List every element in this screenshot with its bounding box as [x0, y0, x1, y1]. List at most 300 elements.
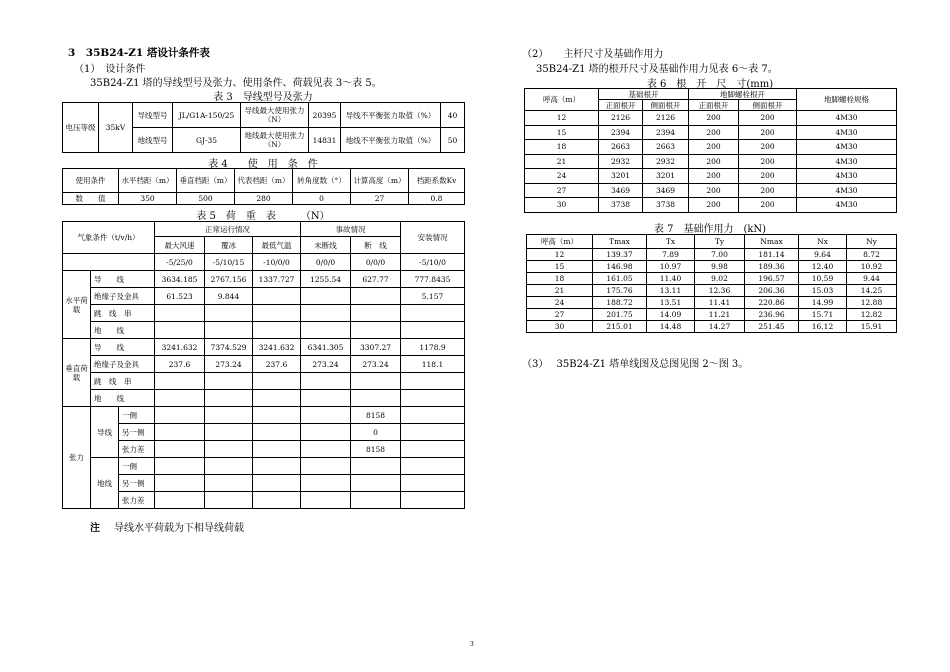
horizontal-load-label: 水平荷载 — [63, 271, 91, 339]
load-value — [301, 390, 351, 407]
load-value — [301, 373, 351, 390]
load-value — [155, 407, 205, 424]
load-value — [205, 458, 253, 475]
table6-cell: 2126 — [599, 111, 643, 126]
note-label: 注 — [90, 523, 100, 534]
table-row — [525, 125, 897, 140]
table3-cell: 地线型号 — [133, 128, 173, 153]
table6-cell: 30 — [525, 198, 599, 213]
table6-cell: 18 — [525, 140, 599, 155]
load-value — [401, 458, 465, 475]
subsection-1-heading: （1） 设计条件 — [74, 64, 146, 75]
load-value: 237.6 — [253, 356, 301, 373]
subsection-3-heading: （3） 35B24-Z1 塔单线图及总图见图 2～图 3。 — [522, 359, 749, 370]
table4-header: 垂直档距（m） — [177, 169, 235, 193]
load-value — [155, 373, 205, 390]
note-text: 导线水平荷载为下相导线荷载 — [114, 523, 244, 534]
table7-cell: 7.00 — [695, 249, 745, 261]
table-row — [527, 261, 897, 273]
row-label: 张力差 — [119, 441, 155, 458]
table-row — [525, 111, 897, 126]
load-value — [205, 424, 253, 441]
load-value — [155, 305, 205, 322]
load-value — [155, 390, 205, 407]
load-value — [301, 424, 351, 441]
table7-cell: 27 — [527, 309, 593, 321]
table7-header: Tx — [647, 235, 695, 249]
load-value — [253, 288, 301, 305]
table6-cell: 21 — [525, 154, 599, 169]
table7-cell: 146.98 — [593, 261, 647, 273]
table7-cell: 14.48 — [647, 321, 695, 333]
table6-cell: 200 — [689, 169, 739, 184]
table3-cell: 导线不平衡张力取值（%） — [341, 103, 441, 128]
table6-height-header: 呼高（m） — [525, 89, 599, 111]
load-value: 627.77 — [351, 271, 401, 288]
table7-cell: 10.97 — [647, 261, 695, 273]
load-value — [253, 441, 301, 458]
table7-cell: 206.36 — [745, 285, 799, 297]
load-value — [253, 458, 301, 475]
load-value: 237.6 — [155, 356, 205, 373]
section-title: 3 35B24-Z1 塔设计条件表 — [68, 47, 210, 59]
load-value — [205, 492, 253, 509]
load-value: 1178.9 — [401, 339, 465, 356]
load-value: 7374.529 — [205, 339, 253, 356]
table3-cell: 20395 — [309, 103, 341, 128]
table7-cell: 16.12 — [799, 321, 847, 333]
load-value: 777.8435 — [401, 271, 465, 288]
tension-group-label: 导线 — [91, 407, 119, 458]
table7-header: Ty — [695, 235, 745, 249]
load-value: 118.1 — [401, 356, 465, 373]
table7-cell: 14.27 — [695, 321, 745, 333]
table6-cell: 200 — [689, 198, 739, 213]
load-value: 1337.727 — [253, 271, 301, 288]
load-value — [351, 492, 401, 509]
table6-cell: 4M30 — [797, 183, 897, 198]
table6-cell: 3469 — [643, 183, 689, 198]
table-row — [525, 140, 897, 155]
table7-cell: 14.25 — [847, 285, 897, 297]
table7-cell: 9.44 — [847, 273, 897, 285]
table6-bolt-header: 地脚螺栓根开 — [689, 89, 797, 100]
table7-cell: 215.01 — [593, 321, 647, 333]
load-value — [351, 475, 401, 492]
table6-cell: 200 — [689, 183, 739, 198]
table-row — [527, 249, 897, 261]
row-label: 跳 线 串 — [91, 373, 155, 390]
table6-cell: 2663 — [643, 140, 689, 155]
load-value: 1255.54 — [301, 271, 351, 288]
load-value — [205, 407, 253, 424]
load-value: 3634.185 — [155, 271, 205, 288]
tension-label: 张力 — [63, 407, 91, 509]
load-value — [253, 407, 301, 424]
row-label: 导 线 — [91, 271, 155, 288]
load-value: 61.523 — [155, 288, 205, 305]
load-value — [205, 305, 253, 322]
table6-cell: 4M30 — [797, 140, 897, 155]
voltage-label: 电压等级 — [63, 103, 99, 153]
table7-cell: 201.75 — [593, 309, 647, 321]
load-value — [301, 322, 351, 339]
load-value — [351, 288, 401, 305]
table-row — [527, 309, 897, 321]
load-value: 8158 — [351, 441, 401, 458]
load-value — [301, 441, 351, 458]
table7-cell: 220.86 — [745, 297, 799, 309]
code-row-spacer — [63, 254, 155, 271]
table6-base-header: 基础根开 — [599, 89, 689, 100]
table6-cell: 200 — [739, 198, 797, 213]
table-row — [63, 441, 465, 458]
row-label: 跳 线 串 — [91, 305, 155, 322]
load-value — [401, 475, 465, 492]
normal-operation-header: 正常运行情况 — [155, 222, 301, 237]
table6-cell: 200 — [689, 140, 739, 155]
right-intro-paragraph: 35B24-Z1 塔的根开尺寸及基础作用力见表 6～表 7。 — [536, 64, 778, 75]
table7-cell: 8.72 — [847, 249, 897, 261]
load-value: 273.24 — [301, 356, 351, 373]
table7-cell: 196.57 — [745, 273, 799, 285]
load-value — [155, 475, 205, 492]
weather-condition-label: 气象条件（t/v/h） — [63, 222, 155, 254]
table-row — [63, 492, 465, 509]
table7-cell: 12.40 — [799, 261, 847, 273]
load-value — [253, 390, 301, 407]
table4-cell: 500 — [177, 193, 235, 205]
table6-subheader: 侧面根开 — [739, 100, 797, 111]
table6-cell: 2394 — [599, 125, 643, 140]
load-value — [401, 373, 465, 390]
table7-cell: 15.91 — [847, 321, 897, 333]
load-value: 0 — [351, 424, 401, 441]
load-value: 2767.156 — [205, 271, 253, 288]
table4-cell: 27 — [351, 193, 409, 205]
table5-caption: 表 5 荷 重 表 （N） — [196, 211, 330, 222]
table6-cell: 4M30 — [797, 198, 897, 213]
table6-cell: 3469 — [599, 183, 643, 198]
table6-cell: 200 — [689, 111, 739, 126]
table4-header: 水平档距（m） — [119, 169, 177, 193]
table6-cell: 27 — [525, 183, 599, 198]
table6-cell: 3201 — [599, 169, 643, 184]
subheader-min-temp: 最低气温 — [253, 237, 301, 254]
table6-cell: 2932 — [643, 154, 689, 169]
table-row — [527, 321, 897, 333]
table3-cell: 地线最大使用张力（N） — [241, 128, 309, 153]
table4-header: 转角度数（°） — [293, 169, 351, 193]
weather-code: 0/0/0 — [351, 254, 401, 271]
table3-cell: 地线不平衡张力取值（%） — [341, 128, 441, 153]
table7-cell: 7.89 — [647, 249, 695, 261]
table7-cell: 13.11 — [647, 285, 695, 297]
load-value — [205, 475, 253, 492]
load-value — [253, 424, 301, 441]
load-value — [253, 475, 301, 492]
table7-cell: 10.59 — [799, 273, 847, 285]
table6-cell: 2932 — [599, 154, 643, 169]
table7-cell: 12.36 — [695, 285, 745, 297]
table7-cell: 181.14 — [745, 249, 799, 261]
table7-cell: 14.99 — [799, 297, 847, 309]
subheader-no-break: 未断线 — [301, 237, 351, 254]
table7-caption: 表 7 基础作用力 (kN) — [653, 224, 767, 235]
table6-cell: 4M30 — [797, 111, 897, 126]
table6-cell: 15 — [525, 125, 599, 140]
table7-cell: 9.02 — [695, 273, 745, 285]
table7-cell: 11.21 — [695, 309, 745, 321]
table3-cell: JL/G1A-150/25 — [173, 103, 241, 128]
load-value — [401, 492, 465, 509]
table-row — [525, 154, 897, 169]
table6-cell: 200 — [739, 183, 797, 198]
table-row — [63, 390, 465, 407]
load-value — [253, 322, 301, 339]
table6-spec-header: 地脚螺栓规格 — [797, 89, 897, 111]
table-row — [63, 339, 465, 356]
load-value — [301, 492, 351, 509]
row-label: 张力差 — [119, 492, 155, 509]
table7-cell: 9.64 — [799, 249, 847, 261]
load-value — [401, 407, 465, 424]
table7-cell: 161.05 — [593, 273, 647, 285]
load-value — [351, 390, 401, 407]
table7-header: Tmax — [593, 235, 647, 249]
table6-cell: 200 — [739, 111, 797, 126]
table6-cell: 4M30 — [797, 125, 897, 140]
table3-cell: 40 — [441, 103, 465, 128]
table7-cell: 30 — [527, 321, 593, 333]
load-value: 3241.632 — [253, 339, 301, 356]
load-value — [301, 305, 351, 322]
load-value: 3307.27 — [351, 339, 401, 356]
table7-cell: 13.51 — [647, 297, 695, 309]
load-value — [301, 475, 351, 492]
table3-caption: 表 3 导线型号及张力 — [213, 92, 313, 103]
load-value — [155, 492, 205, 509]
table3 — [62, 102, 465, 153]
load-value — [301, 458, 351, 475]
table-row — [63, 271, 465, 288]
table-row — [63, 322, 465, 339]
load-value: 5.157 — [401, 288, 465, 305]
table4-header: 代表档距（m） — [235, 169, 293, 193]
table4-cell: 0.8 — [409, 193, 465, 205]
subheader-max-wind: 最大风速 — [155, 237, 205, 254]
table6-subheader: 正面根开 — [599, 100, 643, 111]
table3-cell: GJ-35 — [173, 128, 241, 153]
table7-cell: 236.96 — [745, 309, 799, 321]
load-value — [205, 390, 253, 407]
row-label: 导 线 — [91, 339, 155, 356]
load-value — [253, 492, 301, 509]
table7-header: 呼高（m） — [527, 235, 593, 249]
page-number: 3 — [470, 641, 474, 648]
table7-cell: 175.76 — [593, 285, 647, 297]
table4-header: 计算高度（m） — [351, 169, 409, 193]
load-value — [205, 441, 253, 458]
table-row — [63, 305, 465, 322]
table-row — [525, 183, 897, 198]
table6-cell: 200 — [739, 140, 797, 155]
load-value — [155, 424, 205, 441]
table6-cell: 3738 — [643, 198, 689, 213]
table7-cell: 189.36 — [745, 261, 799, 273]
table4-cell: 数 值 — [63, 193, 119, 205]
subheader-break: 断 线 — [351, 237, 401, 254]
row-label: 地 线 — [91, 322, 155, 339]
table7-cell: 18 — [527, 273, 593, 285]
load-value — [351, 458, 401, 475]
accident-header: 事故情况 — [301, 222, 401, 237]
weather-code: -5/10/0 — [401, 254, 465, 271]
table-row — [63, 373, 465, 390]
table6-cell: 24 — [525, 169, 599, 184]
table-row — [527, 285, 897, 297]
row-label: 一侧 — [119, 458, 155, 475]
table7-header: Ny — [847, 235, 897, 249]
table7-cell: 11.40 — [647, 273, 695, 285]
table-row — [63, 475, 465, 492]
table4-caption: 表 4 使 用 条 件 — [208, 159, 318, 170]
load-value — [401, 322, 465, 339]
table6-cell: 4M30 — [797, 154, 897, 169]
table4-cell: 0 — [293, 193, 351, 205]
table4-header: 档距系数Kv — [409, 169, 465, 193]
table-row — [525, 169, 897, 184]
load-value: 9.844 — [205, 288, 253, 305]
table6-cell: 200 — [689, 125, 739, 140]
vertical-load-label: 垂直荷载 — [63, 339, 91, 407]
subheader-icing: 覆冰 — [205, 237, 253, 254]
table3-cell: 50 — [441, 128, 465, 153]
table6-cell: 200 — [739, 125, 797, 140]
table4-cell: 280 — [235, 193, 293, 205]
load-value — [253, 305, 301, 322]
weather-code: -5/25/0 — [155, 254, 205, 271]
table7-cell: 9.98 — [695, 261, 745, 273]
table7-cell: 21 — [527, 285, 593, 297]
table7-cell: 188.72 — [593, 297, 647, 309]
load-value — [253, 373, 301, 390]
row-label: 一侧 — [119, 407, 155, 424]
weather-code: 0/0/0 — [301, 254, 351, 271]
table-row — [527, 297, 897, 309]
load-value — [205, 373, 253, 390]
table4-header: 使用条件 — [63, 169, 119, 193]
table7-cell: 15 — [527, 261, 593, 273]
table7-cell: 15.03 — [799, 285, 847, 297]
install-header: 安装情况 — [401, 222, 465, 254]
table-row — [63, 458, 465, 475]
table6 — [524, 88, 897, 213]
load-value: 3241.632 — [155, 339, 205, 356]
table7-cell: 12.88 — [847, 297, 897, 309]
row-label: 绝缘子及金具 — [91, 288, 155, 305]
load-value — [351, 373, 401, 390]
table7-cell: 12 — [527, 249, 593, 261]
table3-cell: 导线最大使用张力（N） — [241, 103, 309, 128]
subsection-2-heading: （2） 主杆尺寸及基础作用力 — [522, 49, 664, 60]
table6-cell: 3738 — [599, 198, 643, 213]
table3-cell: 14831 — [309, 128, 341, 153]
table5 — [62, 221, 465, 509]
load-value — [301, 288, 351, 305]
table6-cell: 200 — [739, 154, 797, 169]
row-label: 另一侧 — [119, 475, 155, 492]
table7-cell: 15.71 — [799, 309, 847, 321]
table7-cell: 251.45 — [745, 321, 799, 333]
load-value — [401, 424, 465, 441]
load-value: 273.24 — [205, 356, 253, 373]
load-value — [401, 441, 465, 458]
load-value — [351, 305, 401, 322]
weather-code: -5/10/15 — [205, 254, 253, 271]
table6-cell: 200 — [739, 169, 797, 184]
table-row — [527, 273, 897, 285]
table7-cell: 14.09 — [647, 309, 695, 321]
tension-group-label: 地线 — [91, 458, 119, 509]
table6-cell: 3201 — [643, 169, 689, 184]
intro-paragraph: 35B24-Z1 塔的导线型号及张力、使用条件、荷载见表 3～表 5。 — [90, 78, 382, 89]
table6-cell: 2126 — [643, 111, 689, 126]
table7-header: Nx — [799, 235, 847, 249]
table4 — [62, 168, 465, 205]
table-row — [63, 356, 465, 373]
load-value — [401, 305, 465, 322]
table7-cell: 24 — [527, 297, 593, 309]
table6-cell: 200 — [689, 154, 739, 169]
load-value — [155, 458, 205, 475]
table-row — [525, 198, 897, 213]
row-label: 绝缘子及金具 — [91, 356, 155, 373]
voltage-value: 35kV — [99, 103, 133, 153]
load-value — [401, 390, 465, 407]
table6-subheader: 正面根开 — [689, 100, 739, 111]
load-value: 8158 — [351, 407, 401, 424]
table6-caption: 表 6 根 开 尺 寸(mm) — [646, 79, 774, 90]
weather-code: -10/0/0 — [253, 254, 301, 271]
load-value: 6341.305 — [301, 339, 351, 356]
table7-cell: 11.41 — [695, 297, 745, 309]
table6-cell: 2394 — [643, 125, 689, 140]
load-value — [301, 407, 351, 424]
table7-cell: 139.37 — [593, 249, 647, 261]
table3-cell: 导线型号 — [133, 103, 173, 128]
table7-cell: 10.92 — [847, 261, 897, 273]
load-value — [205, 322, 253, 339]
row-label: 地 线 — [91, 390, 155, 407]
table-row — [63, 424, 465, 441]
load-value — [351, 322, 401, 339]
table6-cell: 12 — [525, 111, 599, 126]
load-value — [155, 441, 205, 458]
load-value: 273.24 — [351, 356, 401, 373]
table6-cell: 4M30 — [797, 169, 897, 184]
table4-cell: 350 — [119, 193, 177, 205]
table7 — [526, 234, 897, 333]
table7-cell: 12.82 — [847, 309, 897, 321]
table7-header: Nmax — [745, 235, 799, 249]
table6-cell: 2663 — [599, 140, 643, 155]
load-value — [155, 322, 205, 339]
row-label: 另一侧 — [119, 424, 155, 441]
table6-subheader: 侧面根开 — [643, 100, 689, 111]
table-row — [63, 407, 465, 424]
table-row — [63, 288, 465, 305]
